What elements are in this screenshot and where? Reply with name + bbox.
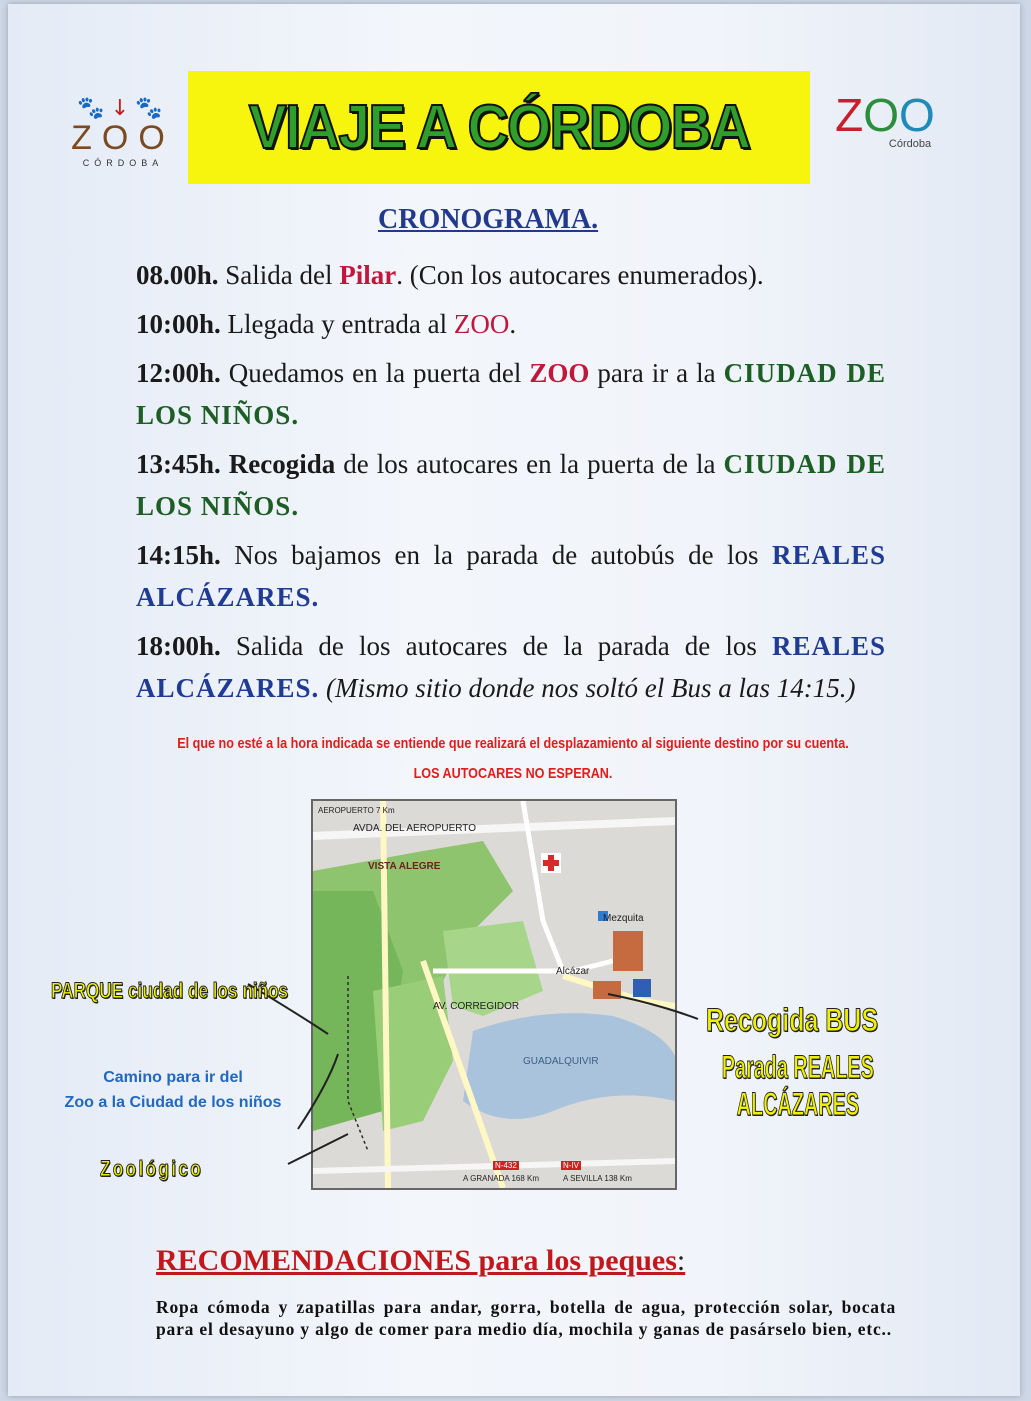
schedule-item-1800: 18:00h. Salida de los autocares de la parada de los REALES ALCÁZARES. (Mismo sitio donde nos soltó el Bus a las 14:15.) bbox=[136, 631, 887, 703]
callout-camino-1: Camino para ir del bbox=[103, 1069, 243, 1086]
map-label-river: GUADALQUIVIR bbox=[523, 1056, 599, 1067]
logo-city: CÓRDOBA bbox=[82, 158, 164, 168]
recommendations-text: Ropa cómoda y zapatillas para andar, gorra, botella de agua, protección solar, bocata para el desayuno y algo de comer para medio día, mochila y ganas de pasárselo bien, etc.. bbox=[156, 1297, 896, 1339]
logo-city-right: Córdoba bbox=[888, 138, 932, 150]
schedule-heading: CRONOGRAMA. bbox=[378, 204, 599, 235]
map-label-alcazar: Alcázar bbox=[556, 966, 590, 977]
callout-parada-alcazares: Parada REALES ALCÁZARES bbox=[721, 1049, 874, 1122]
schedule-item-1000: 10:00h. Llegada y entrada al ZOO. bbox=[136, 309, 517, 339]
callout-arrows bbox=[8, 4, 1020, 1396]
flyer-page bbox=[8, 4, 1020, 1396]
callout-parque: PARQUE ciudad de los niños bbox=[51, 978, 289, 1003]
callout-camino-2: Zoo a la Ciudad de los niños bbox=[64, 1094, 282, 1111]
schedule-item-0800: 08.00h. Salida del Pilar. (Con los autocares enumerados). bbox=[136, 260, 764, 290]
warning-text: El que no esté a la hora indicada se entiende que realizará el desplazamiento al siguiente destino por su cuenta. bbox=[177, 735, 849, 752]
schedule-item-1415: 14:15h. Nos bajamos en la parada de autobús de los REALES ALCÁZARES. bbox=[136, 540, 887, 612]
map-label-mezquita: Mezquita bbox=[603, 913, 644, 924]
map-label-n432: N-432 bbox=[495, 1161, 517, 1170]
map-label-granada: A GRANADA 168 Km bbox=[463, 1174, 540, 1183]
recommendations-title: RECOMENDACIONES para los peques: bbox=[156, 1244, 686, 1277]
map-label-aeropuerto: AVDA. DEL AEROPUERTO bbox=[353, 823, 477, 834]
warning-buses: LOS AUTOCARES NO ESPERAN. bbox=[413, 765, 613, 782]
schedule-item-1345: 13:45h. Recogida de los autocares en la puerta de la CIUDAD DE LOS NIÑOS. bbox=[136, 449, 887, 521]
callout-recogida-bus: Recogida BUS bbox=[706, 1002, 878, 1038]
logo-word: ZOO bbox=[71, 119, 175, 157]
paw-arrow-icon: 🐾↓🐾 bbox=[77, 96, 169, 121]
schedule-item-1200: 12:00h. Quedamos en la puerta del ZOO para ir a la CIUDAD DE LOS NIÑOS. bbox=[136, 358, 887, 430]
map-label-airport-km: AEROPUERTO 7 Km bbox=[318, 806, 395, 815]
map-label-sevilla: A SEVILLA 138 Km bbox=[563, 1174, 632, 1183]
map-label-vista-alegre: VISTA ALEGRE bbox=[368, 861, 441, 872]
callout-zoologico: Zoológico bbox=[100, 1156, 204, 1181]
map-label-corregidor: AV. CORREGIDOR bbox=[433, 1001, 520, 1012]
page-title: VIAJE A CÓRDOBA bbox=[248, 93, 750, 162]
logo-word-right: ZOO bbox=[835, 89, 935, 141]
map-label-n4: N-IV bbox=[563, 1161, 579, 1170]
